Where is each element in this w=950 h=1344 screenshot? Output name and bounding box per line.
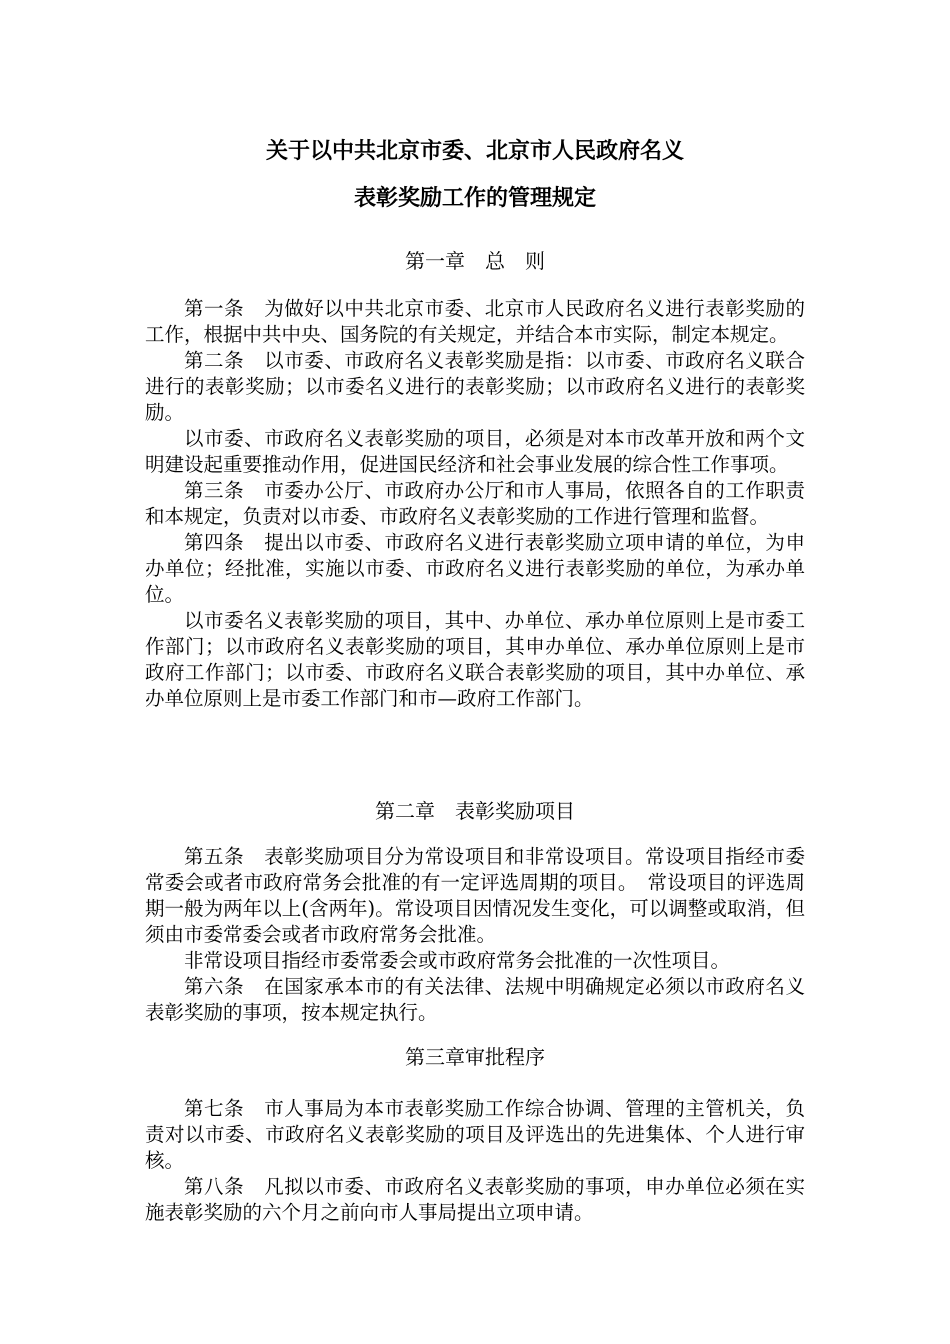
chapter-2-body (145, 844, 805, 1026)
article-6-paragraph: 第六条 在国家承本市的有关法律、法规中明确规定必须以市政府名义表彰奖励的事项，按本规定执行。 (145, 975, 805, 1024)
article-8-paragraph: 第八条 凡拟以市委、市政府名义表彰奖励的事项，申办单位必须在实施表彰奖励的六个月之前向市人事局提出立项申请。 (145, 1175, 805, 1224)
article-2-continuation-paragraph: 以市委、市政府名义表彰奖励的项目，必须是对本市改革开放和两个文明建设起重要推动作用，促进国民经济和社会事业发展的综合性工作事项。 (145, 427, 805, 476)
article-4-paragraph: 第四条 提出以市委、市政府名义进行表彰奖励立项申请的单位，为申办单位；经批准，实施以市委、市政府名义进行表彰奖励的单位，为承办单位。 (145, 531, 805, 606)
article-4-continuation-paragraph: 以市委名义表彰奖励的项目，其中、办单位、承办单位原则上是市委工作部门；以市政府名义表彰奖励的项目，其申办单位、承办单位原则上是市政府工作部门；以市委、市政府名义联合表彰奖励的项目，其中办单位、承办单位原则上是市委工作部门和市—政府工作部门。 (145, 609, 805, 710)
article-2-paragraph: 第二条 以市委、市政府名义表彰奖励是指：以市委、市政府名义联合进行的表彰奖励；以市委名义进行的表彰奖励；以市政府名义进行的表彰奖励。 (145, 349, 805, 424)
article-5-paragraph: 第五条 表彰奖励项目分为常设项目和非常设项目。常设项目指经市委常委会或者市政府常务会批准的有一定评选周期的项目。 常设项目的评选周期一般为两年以上(含两年)。常设项目因情况发生变化，可以调整或取消，但须由市委常委会或者市政府常务会批准。 (145, 845, 805, 946)
article-5-continuation-paragraph: 非常设项目指经市委常委会或市政府常务会批准的一次性项目。 (184, 949, 731, 972)
article-7-paragraph: 第七条 市人事局为本市表彰奖励工作综合协调、管理的主管机关，负责对以市委、市政府名义表彰奖励的项目及评选出的先进集体、个人进行审核。 (145, 1097, 805, 1172)
chapter-1-heading: 第一章 总 则 (405, 249, 545, 273)
chapter-3-heading: 第三章审批程序 (405, 1045, 545, 1069)
chapter-3-body (145, 1096, 805, 1226)
chapter-2-heading: 第二章 表彰奖励项目 (375, 799, 575, 823)
chapter-1-body (145, 296, 805, 712)
article-3-paragraph: 第三条 市委办公厅、市政府办公厅和市人事局，依照各自的工作职责和本规定，负责对以市委、市政府名义表彰奖励的工作进行管理和监督。 (145, 479, 805, 528)
article-1-paragraph: 第一条 为做好以中共北京市委、北京市人民政府名义进行表彰奖励的工作，根据中共中央、国务院的有关规定，并结合本市实际，制定本规定。 (145, 297, 805, 346)
document-title-line-1: 关于以中共北京市委、北京市人民政府名义 (265, 139, 684, 164)
document-title-line-2: 表彰奖励工作的管理规定 (353, 186, 596, 211)
